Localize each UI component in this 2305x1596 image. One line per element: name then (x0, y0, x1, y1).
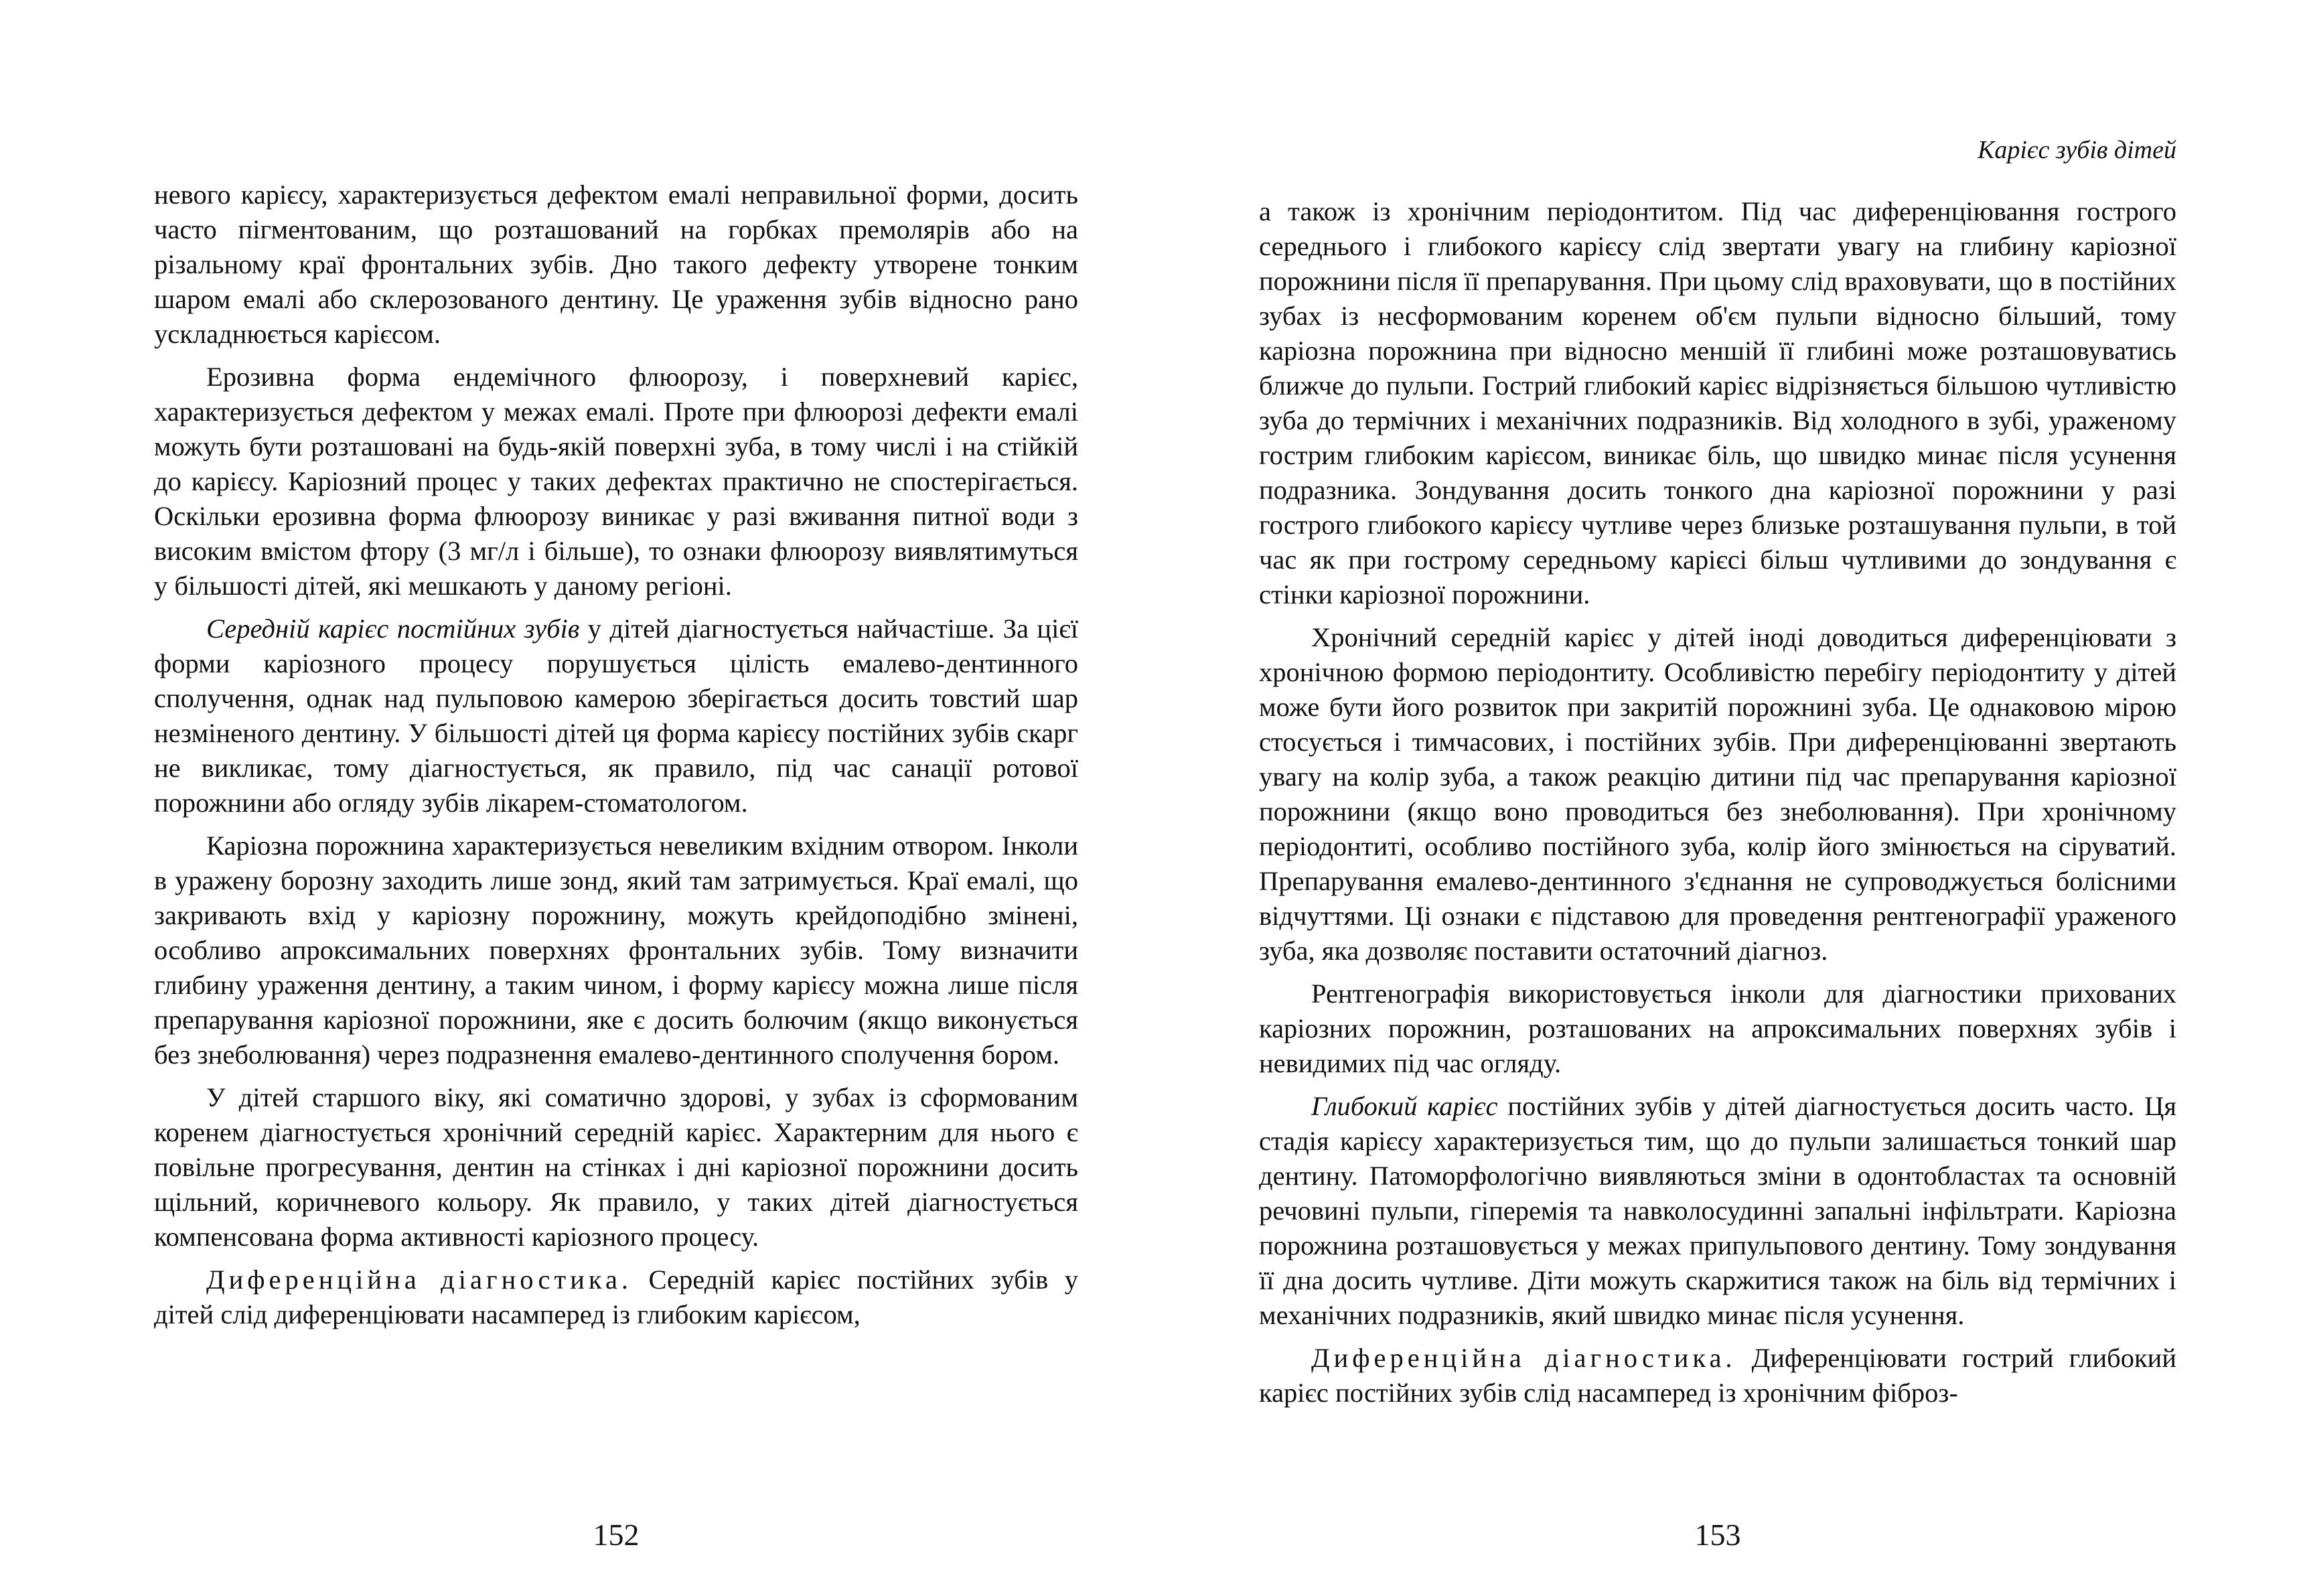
page-left (154, 0, 1078, 1596)
page-right (1259, 0, 2176, 1596)
running-header: Карієс зубів дітей (1978, 136, 2176, 164)
paragraph-text: постійних зубів у дітей діагностується досить часто. Ця стадія карієсу характеризується тим, що до пульпи залишається тонкий шар дентину. Патоморфологічно виявляються зміни в одонтобластах та основній речовині пульпи, гіперемія та навколосудинні запальні інфільтрати. Каріозна порожнина розташовується у межах припульпового дентину. Тому зондування її дна досить чутливе. Діти можуть скаржитися також на біль від термічних і механічних подразників, який швидко минає після усунення. (1259, 1091, 2176, 1330)
page-right-body (1259, 194, 2176, 1419)
paragraph-text: Середній карієс постійних зубів у дітей слід диференціювати насамперед із глибоким карієсом, (154, 1264, 1078, 1329)
section-heading-spaced: Диференційна діагностика. (1311, 1343, 1736, 1373)
paragraph (154, 611, 1078, 820)
paragraph: Рентгенографія використовується інколи для діагностики прихованих каріозних порожнин, розташованих на апроксимальних поверхнях зубів і невидимих під час огляду. (1259, 978, 2176, 1078)
page-left-body (154, 177, 1078, 1340)
paragraph: Каріозна порожнина характеризується невеликим вхідним отвором. Інколи в уражену борозну заходить лише зонд, який там затримується. Краї емалі, що закривають вхід у каріозну порожнину, можуть крейдоподібно змінені, особливо апроксимальних поверхнях фронтальних зубів. Тому визначити глибину ураження дентину, а таким чином, і форму карієсу можна лише після препарування каріозної порожнини, яке є досить болючим (якщо виконується без знеболювання) через подразнення емалево-дентинного сполучення бором. (154, 830, 1078, 1070)
section-heading-spaced: Диференційна діагностика. (206, 1264, 633, 1295)
paragraph-text: у дітей діагностується найчастіше. За цієї форми каріозного процесу порушується цілість емалево-дентинного сполучення, однак над пульповою камерою зберігається досить товстий шар незміненого дентину. У більшості дітей ця форма карієсу постійних зубів скарг не викликає, тому діагностується, як правило, під час санації ротової порожнини або огляду зубів лікарем-стоматологом. (154, 613, 1078, 818)
paragraph (1259, 1341, 2176, 1410)
paragraph: а також із хронічним періодонтитом. Під час диференціювання гострого середнього і глибокого карієсу слід звертати увагу на глибину каріозної порожнини після її препарування. При цьому слід враховувати, що в постійних зубах із несформованим коренем об'єм пульпи відносно більший, тому каріозна порожнина при відносно меншій її глибині може розташовуватись ближче до пульпи. Гострий глибокий карієс відрізняється більшою чутливістю зуба до термічних і механічних подразників. Від холодного в зубі, ураженому гострим глибоким карієсом, виникає біль, що швидко минає після усунення подразника. Зондування досить тонкого дна каріозної порожнини у разі гострого глибокого карієсу чутливе через близьке розташування пульпи, в той час як при гострому середньому карієсі більш чутливими до зондування є стінки каріозної порожнини. (1259, 196, 2176, 609)
paragraph: невого карієсу, характеризується дефектом емалі неправильної форми, досить часто пігментованим, що розташований на горбках премолярів або на різальному краї фронтальних зубів. Дно такого дефекту утворене тонким шаром емалі або склерозованого дентину. Це ураження зубів відносно рано ускладнюється карієсом. (154, 179, 1078, 349)
paragraph (154, 1262, 1078, 1332)
paragraph: Ерозивна форма ендемічного флюорозу, і поверхневий карієс, характеризується дефектом у межах емалі. Проте при флюорозі дефекти емалі можуть бути розташовані на будь-якій поверхні зуба, в тому числі і на стійкій до карієсу. Каріозний процес у таких дефектах практично не спостерігається. Оскільки ерозивна форма флюорозу виникає у разі вживання питної води з високим вмістом фтору (3 мг/л і більше), то ознаки флюорозу виявлятимуться у більшості дітей, які мешкають у даному регіоні. (154, 362, 1078, 601)
paragraph-lead-italic: Глибокий карієс (1311, 1091, 1498, 1121)
page-number: 152 (593, 1518, 640, 1552)
paragraph: У дітей старшого віку, які соматично здорові, у зубах із сформованим коренем діагностується хронічний середній карієс. Характерним для нього є повільне прогресування, дентин на стінках і дні каріозної порожнини досить щільний, коричневого кольору. Як правило, у таких дітей діагностується компенсована форма активності каріозного процесу. (154, 1082, 1078, 1252)
paragraph-lead-italic: Середній карієс постійних зубів (206, 613, 580, 644)
paragraph-text: Диференціювати гострий глибокий карієс постійних зубів слід насамперед із хронічним фіброз- (1259, 1343, 2176, 1408)
page-number: 153 (1694, 1518, 1741, 1552)
paragraph: Хронічний середній карієс у дітей іноді доводиться диференціювати з хронічною формою періодонтиту. Особливістю перебігу періодонтиту у дітей може бути його розвиток при закритій порожнині зуба. Це однаковою мірою стосується і тимчасових, і постійних зубів. При диференціюванні звертають увагу на колір зуба, а також реакцію дитини під час препарування каріозної порожнини (якщо воно проводиться без знеболювання). При хронічному періодонтиті, особливо постійного зуба, колір його змінюється на сіруватий. Препарування емалево-дентинного з'єднання не супроводжується болісними відчуттями. Ці ознаки є підставою для проведення рентгенографії ураженого зуба, яка дозволяє поставити остаточний діагноз. (1259, 622, 2176, 966)
paragraph (1259, 1089, 2176, 1333)
